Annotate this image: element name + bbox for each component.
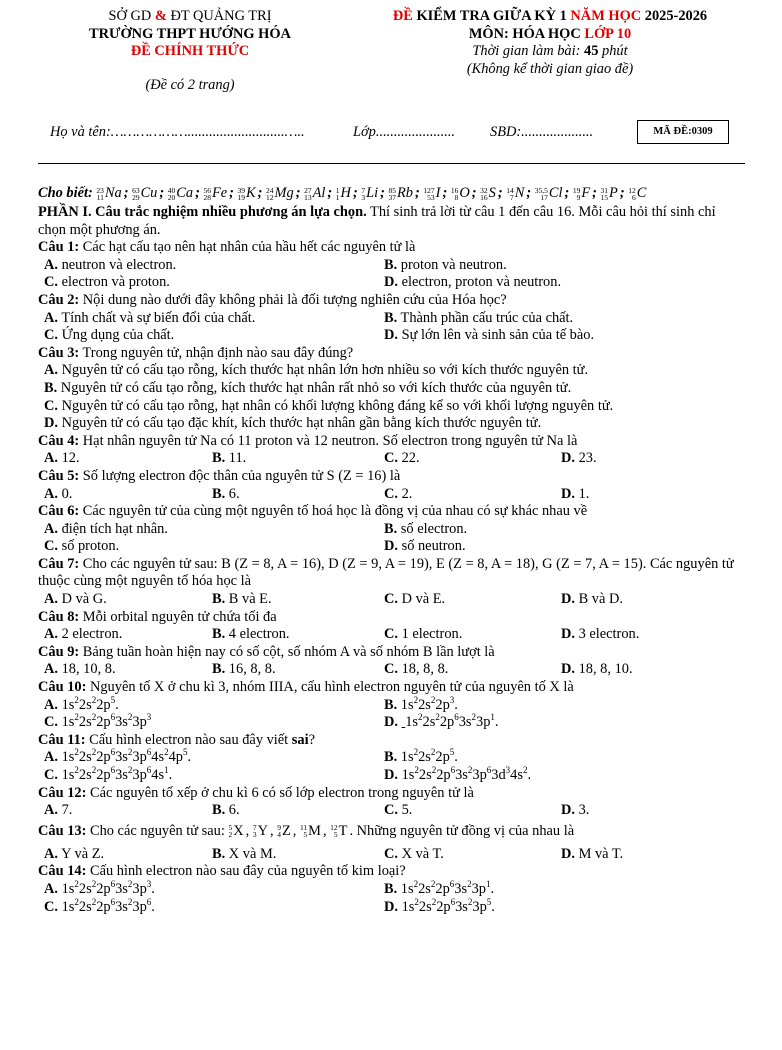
- option-c[interactable]: C. electron và proton.: [44, 274, 170, 291]
- options-q12: [38, 802, 746, 820]
- official-label: ĐỀ CHÍNH THỨC: [130, 43, 250, 60]
- option-d[interactable]: D. số neutron.: [384, 538, 466, 555]
- option-b[interactable]: B. 11.: [212, 450, 247, 467]
- isotope-k: 39 19 K: [237, 185, 256, 202]
- isotope-list: 23 11 Na ; 63 29 Cu ; 40 20 Ca ; 56 28 Fe ; 39 19 K ; 24 12 Mg ; 27 13 Al ; 1 1 H ; 7 3 Li ; 85 37 Rb ; 127 53 I ; 16 8 O ; 32 16 S ; 14 7 N ; 35,5 17 Cl ; 19 9 F ; 31 15 P ; 12 6 C: [96, 185, 647, 202]
- question-9: Câu 9: Bảng tuần hoàn hiện nay có số cột, số nhóm A và số nhóm B lần lượt là: [38, 643, 495, 660]
- options-q9: [38, 661, 746, 679]
- option-a[interactable]: A. 7.: [44, 802, 73, 819]
- option-c[interactable]: C. 22.: [384, 450, 420, 467]
- option-a[interactable]: A. $1s^22s^22p^63s^23p^3$.: [44, 879, 155, 897]
- option-b[interactable]: B. $1s^22s^22p^5$.: [384, 747, 458, 766]
- option-d[interactable]: D. $1s^22s^22p^63s^23p^1$.: [384, 712, 499, 731]
- question-1: Câu 1: Các hạt cấu tạo nên hạt nhân của hầu hết các nguyên tử là: [38, 239, 416, 256]
- option-a[interactable]: A. 18, 10, 8.: [44, 661, 116, 678]
- question-11: Câu 11: Cấu hình electron nào sau đây viết sai?: [38, 731, 315, 748]
- option-c[interactable]: C. $1s^22s^22p^63s^23p^3$: [44, 712, 152, 731]
- time-note: (Không kể thời gian giao đề): [466, 60, 634, 77]
- isotope-x: 5 2 X: [228, 822, 244, 840]
- options-q14: [38, 881, 746, 899]
- exam-body: [38, 184, 746, 916]
- option-b[interactable]: B. X và M.: [212, 845, 277, 862]
- options-q2-2: [38, 327, 746, 345]
- option-c[interactable]: C. 1 electron.: [384, 626, 463, 643]
- isotope-m: 11 5 M: [299, 822, 321, 840]
- question-10: Câu 10: Nguyên tố X ở chu kì 3, nhóm IIIA, cấu hình electron nguyên tử của nguyên tố X là: [38, 679, 574, 696]
- option-b[interactable]: B. $1s^22s^22p^63s^23p^1$.: [384, 879, 495, 897]
- isotope-f: 19 9 F: [572, 185, 591, 202]
- isotope-fe: 56 28 Fe: [203, 185, 228, 202]
- time-line: Thời gian làm bài: 45 phút: [472, 43, 628, 60]
- question-7: Câu 7: Cho các nguyên tử sau: B (Z = 8, A = 16), D (Z = 9, A = 19), E (Z = 8, A = 18), G (Z = 7, A = 15). Các nguyên tử thuộc cùng một nguyên tố hóa học là: [38, 555, 734, 590]
- options-q13: [38, 846, 746, 864]
- header-left: [40, 8, 340, 94]
- question-5: Câu 5: Số lượng electron độc thân của nguyên tử S (Z = 16) là: [38, 467, 401, 484]
- option-a[interactable]: A. Y và Z.: [44, 845, 105, 862]
- question-4: Câu 4: Hạt nhân nguyên tử Na có 11 proton và 12 neutron. Số electron trong nguyên tử Na là: [38, 432, 578, 449]
- option-b[interactable]: B. Nguyên tử có cấu tạo rỗng, kích thước hạt nhân rất nhỏ so với kích thước của nguyên tử.: [44, 379, 572, 396]
- option-d[interactable]: D. electron, proton và neutron.: [384, 274, 562, 291]
- isotope-z: 9 4 Z: [277, 822, 291, 840]
- isotope-c: 12 6 C: [628, 185, 647, 202]
- isotope-n: 14 7 N: [506, 185, 525, 202]
- options-q7: [38, 591, 746, 609]
- q13-isotopes: 5 2 X , 7 3 Y , 9 4 Z , 11 5 M , 12 5 T: [228, 823, 349, 839]
- option-d[interactable]: D. 3 electron.: [561, 626, 640, 643]
- options-q2: [38, 310, 746, 328]
- isotope-ca: 40 20 Ca: [167, 185, 194, 202]
- isotope-s: 32 16 S: [480, 185, 496, 202]
- option-a[interactable]: A. 12.: [44, 450, 80, 467]
- option-a[interactable]: A. $1s^22s^22p^5$.: [44, 694, 119, 713]
- question-12: Câu 12: Các nguyên tố xếp ở chu kì 6 có số lớp electron trong nguyên tử là: [38, 784, 474, 801]
- question-14: Câu 14: Cấu hình electron nào sau đây của nguyên tố kim loại?: [38, 863, 406, 880]
- page-count: (Đề có 2 trang): [145, 76, 235, 93]
- option-b[interactable]: B. 6.: [212, 485, 240, 502]
- isotope-mg: 24 12 Mg: [266, 185, 294, 202]
- option-c[interactable]: C. Nguyên tử có cấu tạo rỗng, hạt nhân có khối lượng không đáng kể so với khối lượng nguyên tử.: [44, 397, 614, 414]
- option-a[interactable]: A. Nguyên tử có cấu tạo rỗng, kích thước hạt nhân lớn hơn nhiều so với kích thước nguyên tử.: [44, 362, 589, 379]
- isotope-cu: 63 29 Cu: [132, 185, 158, 202]
- option-c[interactable]: C. X và T.: [384, 845, 444, 862]
- isotope-t: 12 5 T: [330, 822, 348, 840]
- options-q11: [38, 749, 746, 767]
- option-a[interactable]: A. D và G.: [44, 591, 107, 608]
- option-c[interactable]: C. $1s^22s^22p^63s^23p^64s^1$.: [44, 765, 173, 783]
- sbd-field[interactable]: SBD:....................: [490, 124, 594, 140]
- option-a[interactable]: A. 2 electron.: [44, 626, 123, 643]
- options-q10-2: [38, 714, 746, 732]
- isotope-li: 7 3 Li: [361, 185, 379, 202]
- question-3: Câu 3: Trong nguyên tử, nhận định nào sau đây đúng?: [38, 344, 354, 361]
- option-d[interactable]: D. Sự lớn lên và sinh sản của tế bào.: [384, 327, 595, 344]
- option-b[interactable]: B. proton và neutron.: [384, 256, 507, 273]
- option-b[interactable]: B. B và E.: [212, 591, 272, 608]
- question-2: Câu 2: Nội dung nào dưới đây không phải là đối tượng nghiên cứu của Hóa học?: [38, 291, 507, 308]
- option-d[interactable]: D. Nguyên tử có cấu tạo đặc khít, kích thước hạt nhân gần bằng kích thước nguyên tử.: [44, 415, 542, 432]
- options-q8: [38, 626, 746, 644]
- option-b[interactable]: B. 6.: [212, 802, 240, 819]
- question-13: Câu 13: Cho các nguyên tử sau: 5 2 X , 7 3 Y , 9 4 Z , 11 5 M , 12 5 T . Những nguyên tử đồng vị của nhau là: [38, 820, 746, 842]
- options-q6: [38, 521, 746, 539]
- option-b[interactable]: B. 16, 8, 8.: [212, 661, 276, 678]
- option-a[interactable]: A. $1s^22s^22p^63s^23p^64s^24p^5$.: [44, 747, 192, 766]
- option-b[interactable]: B. số electron.: [384, 520, 468, 537]
- options-q6-2: [38, 538, 746, 556]
- options-q10: [38, 694, 746, 715]
- option-d[interactable]: D. 18, 8, 10.: [561, 661, 633, 678]
- option-d[interactable]: D. M và T.: [561, 845, 624, 862]
- exam-code-box: MÃ ĐỀ:0309: [637, 120, 729, 144]
- isotope-o: 16 8 O: [450, 185, 470, 202]
- option-b[interactable]: B. Thành phần cấu trúc của chất.: [384, 309, 574, 326]
- question-6: Câu 6: Các nguyên tử của cùng một nguyên tố hoá học là đồng vị của nhau có sự khác nhau về: [38, 503, 588, 520]
- department-line: SỞ GD & ĐT QUẢNG TRỊ: [108, 8, 272, 24]
- isotope-p: 31 15 P: [600, 185, 618, 202]
- option-d[interactable]: D. 23.: [561, 450, 597, 467]
- option-c[interactable]: C. 5.: [384, 802, 413, 819]
- options-q4: [38, 450, 746, 468]
- option-c[interactable]: C. D và E.: [384, 591, 446, 608]
- option-c[interactable]: C. 18, 8, 8.: [384, 661, 449, 678]
- options-q1: [38, 257, 746, 275]
- option-c[interactable]: C. 2.: [384, 485, 413, 502]
- option-a[interactable]: A. 0.: [44, 485, 73, 502]
- isotope-y: 7 3 Y: [252, 822, 268, 840]
- option-c[interactable]: C. số proton.: [44, 538, 120, 555]
- given-data: Cho biết: 23 11 Na ; 63 29 Cu ; 40 20 Ca ; 56 28 Fe ; 39 19 K ; 24 12 Mg ; 27 13 Al ; 1 1 H ; 7 3 Li ; 85 37 Rb ; 127 53 I ; 16 8 O ; 32 16 S ; 14 7 N ; 35,5 17 Cl ; 19 9 F ; 31 15 P ; 12 6 C: [38, 185, 647, 202]
- header-right: [360, 8, 740, 78]
- question-8: Câu 8: Mỗi orbital nguyên tử chứa tối đa: [38, 608, 277, 625]
- option-d[interactable]: D. $1s^22s^22p^63s^23p^5$.: [384, 896, 495, 915]
- header-divider: [38, 163, 745, 164]
- name-field[interactable]: Họ và tên:………………...........................…..: [50, 124, 305, 140]
- isotope-cl: 35,5 17 Cl: [534, 185, 563, 202]
- options-q5: [38, 486, 746, 504]
- isotope-na: 23 11 Na: [96, 185, 122, 202]
- exam-title: ĐỀ KIỂM TRA GIỮA KỲ 1 NĂM HỌC 2025-2026: [392, 8, 708, 24]
- isotope-rb: 85 37 Rb: [388, 185, 413, 202]
- option-c[interactable]: C. $1s^22s^22p^63s^23p^6$.: [44, 896, 155, 915]
- option-d[interactable]: D. $1s^22s^22p^63s^23p^63d^34s^2$.: [384, 765, 532, 783]
- isotope-al: 27 13 Al: [304, 185, 326, 202]
- option-b[interactable]: B. 4 electron.: [212, 626, 290, 643]
- isotope-h: 1 1 H: [335, 185, 351, 202]
- option-c[interactable]: C. Ứng dụng của chất.: [44, 327, 175, 344]
- class-field[interactable]: Lớp......................: [353, 124, 456, 140]
- options-q1-2: [38, 274, 746, 292]
- option-a[interactable]: A. neutron và electron.: [44, 256, 177, 273]
- option-a[interactable]: A. điện tích hạt nhân.: [44, 520, 168, 537]
- subject-line: MÔN: HÓA HỌC LỚP 10: [468, 25, 632, 42]
- part1-heading: PHẦN I. Câu trắc nghiệm nhiều phương án lựa chọn. Thí sinh trả lời từ câu 1 đến câu 16. Mỗi câu hỏi thí sinh chỉ chọn một phương án.: [38, 204, 716, 238]
- school-name: TRƯỜNG THPT HƯỚNG HÓA: [89, 25, 291, 42]
- options-q14-2: [38, 896, 746, 917]
- options-q11-2: [38, 767, 746, 785]
- option-d[interactable]: D. 1.: [561, 485, 590, 502]
- option-d[interactable]: D. 3.: [561, 802, 590, 819]
- option-a[interactable]: A. Tính chất và sự biến đổi của chất.: [44, 309, 256, 326]
- option-b[interactable]: B. $1s^22s^22p^3$.: [384, 694, 458, 713]
- option-d[interactable]: D. B và D.: [561, 591, 623, 608]
- isotope-i: 127 53 I: [423, 185, 441, 202]
